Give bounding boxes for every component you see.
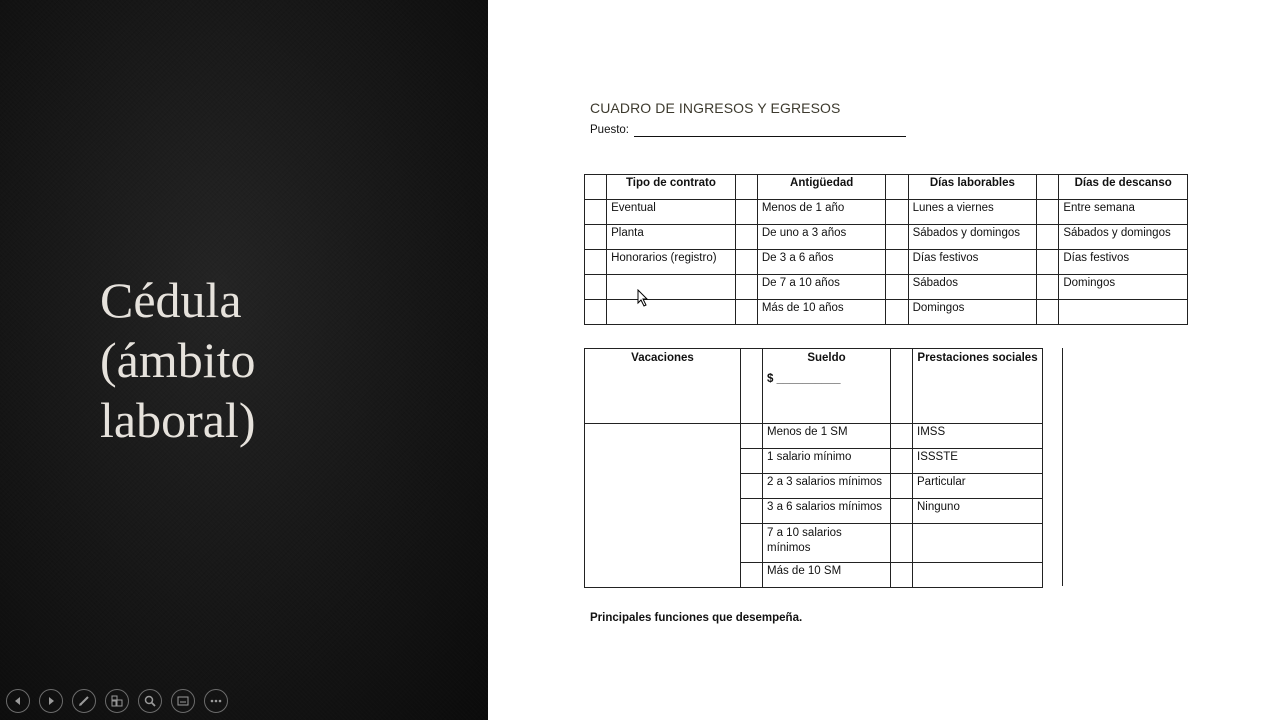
contract-table <box>584 174 1188 325</box>
vacaciones-cell <box>585 424 741 588</box>
header-sueldo <box>763 349 891 424</box>
slide-title-line: Cédula <box>100 272 242 328</box>
next-icon <box>44 694 58 708</box>
table-cell <box>891 474 913 499</box>
table-header-row <box>585 349 1043 424</box>
table-cell <box>585 200 607 225</box>
table-cell: Domingos <box>1059 275 1188 300</box>
header-vacaciones: Vacaciones <box>585 349 741 424</box>
table-cell: Sábados <box>908 275 1037 300</box>
table-cell: Más de 10 años <box>757 300 886 325</box>
table-cell <box>585 300 607 325</box>
table-cell: Menos de 1 año <box>757 200 886 225</box>
table-cell <box>886 175 908 200</box>
header-dias-laborables: Días laborables <box>908 175 1037 200</box>
table-cell <box>913 524 1043 563</box>
table-row <box>585 225 1188 250</box>
table-cell: Días festivos <box>1059 250 1188 275</box>
table-cell <box>735 250 757 275</box>
table-cell <box>891 424 913 449</box>
table-cell: ISSSTE <box>913 449 1043 474</box>
table-header-row <box>585 175 1188 200</box>
header-sueldo-label: Sueldo <box>807 352 846 364</box>
table-cell <box>886 300 908 325</box>
slide-title-line: (ámbito <box>100 332 256 388</box>
header-tipo-contrato: Tipo de contrato <box>607 175 736 200</box>
table-row <box>585 300 1188 325</box>
document-panel <box>488 0 1280 720</box>
pen-icon <box>77 694 91 708</box>
see-all-slides-button[interactable] <box>105 689 129 713</box>
slide-left-panel <box>0 0 488 720</box>
zoom-icon <box>143 694 157 708</box>
table-cell <box>891 349 913 424</box>
next-button[interactable] <box>39 689 63 713</box>
table-cell <box>741 499 763 524</box>
subtitles-icon <box>176 694 190 708</box>
table-cell <box>1037 275 1059 300</box>
vertical-rule <box>1062 348 1063 586</box>
table-cell: Días festivos <box>908 250 1037 275</box>
funciones-label: Principales funciones que desempeña. <box>590 612 803 624</box>
table-cell <box>607 300 736 325</box>
table-cell <box>891 524 913 563</box>
header-antiguedad: Antigüedad <box>757 175 886 200</box>
salary-blank-field: $ __________ <box>767 373 841 385</box>
header-dias-descanso: Días de descanso <box>1059 175 1188 200</box>
table-cell <box>741 563 763 588</box>
previous-button[interactable] <box>6 689 30 713</box>
table-cell: Particular <box>913 474 1043 499</box>
table-cell: Menos de 1 SM <box>763 424 891 449</box>
table-cell <box>585 225 607 250</box>
table-cell <box>1037 225 1059 250</box>
table-cell: 7 a 10 salarios mínimos <box>763 524 891 563</box>
table-cell: Planta <box>607 225 736 250</box>
table-cell <box>913 563 1043 588</box>
table-cell <box>1037 200 1059 225</box>
presenter-toolbar <box>6 689 228 713</box>
table-cell: Lunes a viernes <box>908 200 1037 225</box>
table-cell: Ninguno <box>913 499 1043 524</box>
salary-table <box>584 348 1043 588</box>
table-cell <box>886 225 908 250</box>
table-cell: De uno a 3 años <box>757 225 886 250</box>
more-options-button[interactable] <box>204 689 228 713</box>
table-cell: De 3 a 6 años <box>757 250 886 275</box>
table-cell <box>741 349 763 424</box>
table-cell <box>1037 250 1059 275</box>
slide-title <box>100 270 256 450</box>
table-cell <box>886 250 908 275</box>
table-cell <box>741 449 763 474</box>
mouse-cursor-icon <box>637 289 649 307</box>
table-cell <box>741 524 763 563</box>
document-title: CUADRO DE INGRESOS Y EGRESOS <box>590 100 841 116</box>
table-cell <box>585 175 607 200</box>
table-cell <box>607 275 736 300</box>
table-cell <box>891 449 913 474</box>
table-cell: 2 a 3 salarios mínimos <box>763 474 891 499</box>
table-cell: 3 a 6 salarios mínimos <box>763 499 891 524</box>
table-cell: Sábados y domingos <box>908 225 1037 250</box>
table-cell <box>585 275 607 300</box>
puesto-label: Puesto: <box>590 124 629 136</box>
table-row <box>585 424 1043 449</box>
slide-grid-icon <box>110 694 124 708</box>
table-cell: Eventual <box>607 200 736 225</box>
table-cell <box>886 200 908 225</box>
table-cell: Sábados y domingos <box>1059 225 1188 250</box>
table-row <box>585 250 1188 275</box>
table-cell <box>891 563 913 588</box>
table-cell <box>735 275 757 300</box>
table-cell <box>1059 300 1188 325</box>
table-cell <box>886 275 908 300</box>
subtitles-button[interactable] <box>171 689 195 713</box>
previous-icon <box>11 694 25 708</box>
table-cell <box>735 225 757 250</box>
table-cell <box>735 200 757 225</box>
slide-title-line: laboral) <box>100 392 256 448</box>
more-options-icon <box>209 694 223 708</box>
table-cell: IMSS <box>913 424 1043 449</box>
table-cell: Más de 10 SM <box>763 563 891 588</box>
table-row <box>585 200 1188 225</box>
table-cell <box>1037 175 1059 200</box>
puesto-blank-line <box>634 136 906 137</box>
table-cell <box>735 300 757 325</box>
table-cell <box>1037 300 1059 325</box>
zoom-button[interactable] <box>138 689 162 713</box>
table-cell: De 7 a 10 años <box>757 275 886 300</box>
table-cell <box>735 175 757 200</box>
table-row <box>585 275 1188 300</box>
table-cell <box>891 499 913 524</box>
table-cell <box>741 424 763 449</box>
table-cell <box>741 474 763 499</box>
table-cell <box>585 250 607 275</box>
table-cell: Honorarios (registro) <box>607 250 736 275</box>
table-cell: Domingos <box>908 300 1037 325</box>
pen-button[interactable] <box>72 689 96 713</box>
table-cell: Entre semana <box>1059 200 1188 225</box>
table-cell: 1 salario mínimo <box>763 449 891 474</box>
header-prestaciones: Prestaciones sociales <box>913 349 1043 424</box>
